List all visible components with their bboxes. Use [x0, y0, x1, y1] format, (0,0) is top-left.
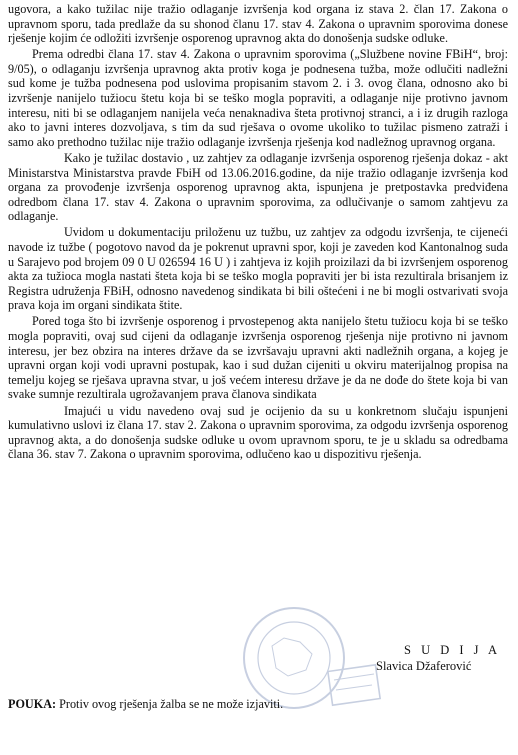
legal-notice-text: Protiv ovog rješenja žalba se ne može izjaviti.: [56, 697, 284, 711]
paragraph-6: Imajući u vidu navedeno ovaj sud je ocijenio da su u konkretnom slučaju ispunjeni kumulativno uslovi iz člana 17. stav 2. Zakona o upravnim sporovima, za odgodu izvršenja osporenog upravnog akta, a do donošenja sudske odluke u ovom upravnom sporu, te je u skladu sa odredbama člana 36. stav 7. Zakona o upravnim sporovima, odlučeno kao u dispozitivu rješenja.: [8, 403, 508, 462]
signature-block: [376, 643, 516, 674]
judge-name: Slavica Džaferović: [376, 659, 472, 673]
paragraph-5: Pored toga što bi izvršenje osporenog i prvostepenog akta nanijelo štetu tužiocu koja bi se teško mogla popraviti, ovaj sud cijeni da odlaganje izvršenja osporenog rješenja nije protivno ni javnom interesu, jer bez obzira na interes države da se izvršavaju upravni akti nadležnih organa, a kojeg je upravni organ koji vodi upravni postupak, kao i sud dužan cijeniti u okviru materijalnog propisa na temelju kojeg se rješava upravna stvar, u još većem interesu države je da ne dođe do štete koja bi van svake sumnje rezultirala ugrožavanjem prava članova sindikata: [8, 314, 508, 402]
paragraph-3: Kako je tužilac dostavio , uz zahtjev za odlaganje izvršenja osporenog rješenja dokaz - akt Ministarstva Ministarstva pravde FbiH od 13.06.2016.godine, da nije tražio odlaganje izvršenja kod organa za provođenje izvršenja osporenog upravnog akta, ispunjena je pretpostavka predviđena odredbom člana 17. stav 4. Zakona o upravnim sporovima, za odlučivanje o samom zahtjevu za odlaganje.: [8, 150, 508, 224]
judge-title: S U D I J A: [404, 643, 501, 657]
legal-notice-label: POUKA:: [8, 697, 57, 711]
document-body: [8, 2, 508, 463]
paragraph-1: ugovora, a kako tužilac nije tražio odlaganje izvršenja kod organa iz stava 2. član 17. Zakona o upravnom sporu, tada predlaže da su shonod članu 17. stav 4. Zakona o upravnim sporovima donese rješenje kojim će odložiti izvršenje osporenog upravnog akta do donošenja sudske odluke.: [8, 2, 508, 46]
paragraph-4: Uvidom u dokumentaciju priloženu uz tužbu, uz zahtjev za odgodu izvršenja, te cijeneći navode iz tužbe ( pogotovo navod da je pokrenut upravni spor, koji je zaveden kod Kantonalnog suda u Sarajevo pod brojem 09 0 U 026594 16 U ) i zahtjeva iz kojih proizilazi da bi izvršenjem osporenog akta za tužioca mogla nastati šteta koja bi se teško mogla popraviti jer bi ista rezultirala brisanjem iz Registra udruženja FBiH, odnosno navedenog sindikata bi bili oštećeni i ne bi mogli ostvarivati svoja prava koja im organi sindikata štite.: [8, 225, 508, 313]
paragraph-2: Prema odredbi člana 17. stav 4. Zakona o upravnim sporovima („Službene novine FBiH“, broj: 9/05), o odlaganju izvršenja upravnog akta protiv koga je podnesena tužba, može odlučiti nadležni sud kome je tužba podnesena pod uslovima propisanim stavom 2. i 3. ovog člana, odnosno ako bi izvršenje nanijelo tužiocu štetu koja bi se teško mogla popraviti, a odlaganje nije protivno javnom interesu, niti bi se odlaganjem nanijela veća nenaknadiva šteta protivnoj stranci, a i iz drugih razloga ako to javni interes dozvoljava, s tim da sud rješava o ovome ukoliko to tužilac pismeno zatraži i samo ako prethodno tužilac nije tražio odlaganje izvršenja rješenja kod nadležnog upravnog organa.: [8, 47, 508, 149]
legal-notice: [8, 697, 508, 712]
